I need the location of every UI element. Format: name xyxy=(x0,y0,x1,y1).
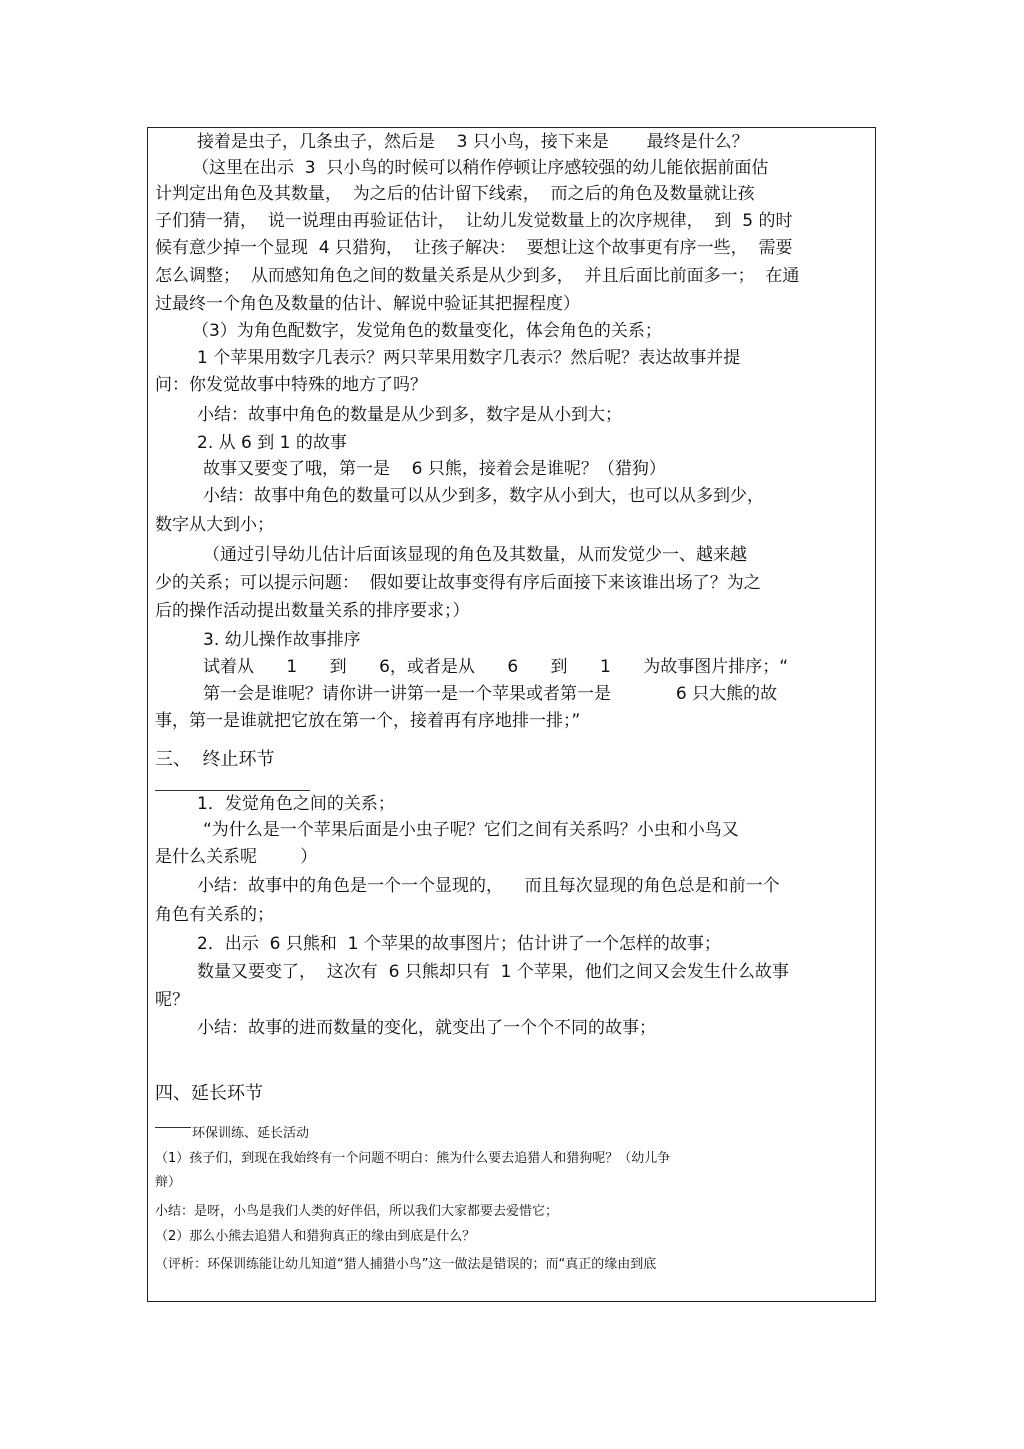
text-line: 数量又要变了， 这次有 6 只熊却只有 1 个苹果，他们之间又会发生什么故事 xyxy=(197,962,789,982)
text-line: 小结：故事中的角色是一个一个显现的， 而且每次显现的角色总是和前一个 xyxy=(197,876,780,896)
text-line: 1．发觉角色之间的关系； xyxy=(197,794,395,814)
text-line: 事，第一是谁就把它放在第一个，接着再有序地排一排；” xyxy=(155,711,581,731)
text-line: 呢？ xyxy=(155,990,189,1010)
text-line: （这里在出示 3 只小鸟的时候可以稍作停顿让序感较强的幼儿能依据前面估 xyxy=(192,158,769,178)
section-underline xyxy=(155,790,310,791)
text-line: 故事又要变了哦，第一是 6 只熊，接着会是谁呢？（猎狗） xyxy=(203,459,666,479)
text-line: 角色有关系的； xyxy=(155,905,274,925)
text-line: 试着从 1 到 6，或者是从 6 到 1 为故事图片排序；“ xyxy=(203,657,789,677)
section-heading-4: 四、延长环节 xyxy=(155,1083,263,1104)
text-line: 接着是虫子，几条虫子，然后是 3 只小鸟，接下来是 最终是什么？ xyxy=(197,132,749,152)
section-underline xyxy=(155,1127,191,1128)
text-line: 1 个苹果用数字几表示？两只苹果用数字几表示？然后呢？表达故事并提 xyxy=(197,348,741,368)
text-line: 过最终一个角色及数量的估计、解说中验证其把握程度） xyxy=(155,294,580,314)
text-line: 小结：故事中角色的数量可以从少到多，数字从小到大，也可以从多到少， xyxy=(203,486,764,506)
text-line: 小结：故事中角色的数量是从少到多，数字是从小到大； xyxy=(197,405,622,425)
text-line: 候有意少掉一个显现 4 只猎狗， 让孩子解决： 要想让这个故事更有序一些， 需要 xyxy=(155,238,793,258)
text-line: 小结：是呀，小鸟是我们人类的好伴侣，所以我们大家都要去爱惜它； xyxy=(155,1204,559,1219)
text-line: 问：你发觉故事中特殊的地方了吗？ xyxy=(155,375,427,395)
text-line: 小结：故事的进而数量的变化，就变出了一个个不同的故事； xyxy=(197,1018,656,1038)
text-line: （1）孩子们，到现在我始终有一个问题不明白：熊为什么要去追猎人和猎狗呢？（幼儿争 xyxy=(155,1151,671,1166)
text-line: 第一会是谁呢？请你讲一讲第一是一个苹果或者第一是 6 只大熊的故 xyxy=(203,684,778,704)
text-line: 3. 幼儿操作故事排序 xyxy=(203,630,361,650)
text-line: 子们猜一猜， 说一说理由再验证估计， 让幼儿发觉数量上的次序规律， 到 5 的时 xyxy=(155,211,793,231)
section-heading-3: 三、 终止环节 xyxy=(155,749,275,770)
text-line: （通过引导幼儿估计后面该显现的角色及其数量，从而发觉少一、越来越 xyxy=(203,545,747,565)
text-line: 2. 从 6 到 1 的故事 xyxy=(197,433,347,453)
text-line: 2．出示 6 只熊和 1 个苹果的故事图片；估计讲了一个怎样的故事； xyxy=(197,934,721,954)
text-line: 数字从大到小； xyxy=(155,515,274,535)
text-line: “为什么是一个苹果后面是小虫子呢？它们之间有关系吗？小虫和小鸟又 xyxy=(203,820,739,840)
text-line: 环保训练、延长活动 xyxy=(192,1126,310,1141)
text-line: 怎么调整； 从而感知角色之间的数量关系是从少到多， 并且后面比前面多一； 在通 xyxy=(155,266,800,286)
text-line: 少的关系；可以提示问题： 假如要让故事变得有序后面接下来该谁出场了？为之 xyxy=(155,573,761,593)
text-line: （2）那么小熊去追猎人和猎狗真正的缘由到底是什么？ xyxy=(155,1229,476,1244)
text-line: （3）为角色配数字，发觉角色的数量变化，体会角色的关系； xyxy=(192,321,662,341)
text-line: 计判定出角色及其数量， 为之后的估计留下线索， 而之后的角色及数量就让孩 xyxy=(155,184,755,204)
text-line: 是什么关系呢 ） xyxy=(155,847,318,867)
text-line: （评析：环保训练能让幼儿知道“猎人捕猎小鸟”这一做法是错误的；而“真正的缘由到底 xyxy=(155,1257,657,1272)
text-line: 辩） xyxy=(155,1175,182,1190)
text-line: 后的操作活动提出数量关系的排序要求；） xyxy=(155,601,470,621)
